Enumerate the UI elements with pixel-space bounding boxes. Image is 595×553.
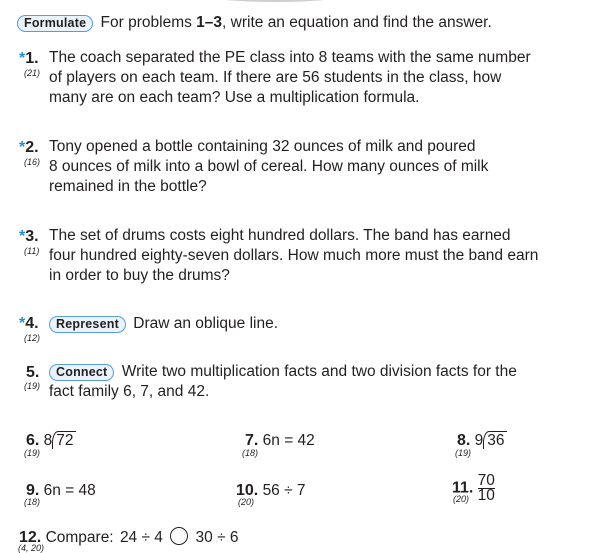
problem-1-text [49, 48, 531, 108]
problem-number: 11. [452, 479, 474, 497]
instruction-post: , write an equation and find the answer. [222, 14, 492, 31]
problem-number: 4. [25, 315, 39, 332]
problem-5-number [26, 364, 39, 382]
problem-1-ref: (21) [24, 68, 41, 78]
text-line: many are on each team? Use a multiplication formula. [49, 89, 420, 106]
instruction-range: 1–3 [196, 14, 223, 31]
right-expression: 30 ÷ 6 [195, 529, 239, 546]
star-marker: * [19, 50, 26, 67]
text-line: remained in the bottle? [49, 178, 207, 195]
problem-2-ref: (16) [24, 157, 41, 167]
problem-number: 12. [19, 529, 42, 546]
represent-tag: Represent [49, 316, 126, 333]
text-line: Write two multiplication facts and two division facts for the [121, 363, 517, 380]
connect-tag: Connect [49, 364, 114, 381]
problem-7-ref: (18) [242, 448, 259, 458]
problem-number: 7. [245, 432, 259, 449]
text-line: The set of drums costs eight hundred dollars. The band has earned [49, 227, 511, 244]
problem-9-ref: (18) [24, 497, 41, 507]
problem-6-ref: (19) [24, 448, 41, 458]
text-line: in order to buy the drums? [49, 267, 230, 284]
text-line: Tony opened a bottle containing 32 ounces of milk and poured [49, 138, 476, 155]
denominator: 10 [477, 487, 495, 504]
problem-number: 8. [457, 432, 471, 449]
problem-2-number [19, 139, 39, 157]
problem-number: 3. [25, 228, 39, 245]
numerator: 70 [477, 472, 495, 489]
problem-12-ref: (4, 20) [18, 543, 45, 553]
problem-5-ref: (19) [24, 381, 41, 391]
left-expression: 24 ÷ 4 [119, 529, 163, 546]
problem-number: 6. [26, 432, 40, 449]
problem-5-text [49, 362, 517, 402]
problem-4-text [49, 314, 278, 334]
divisor: 9 [474, 432, 484, 449]
problem-8-ref: (19) [455, 448, 472, 458]
problem-number: 1. [25, 50, 39, 67]
problem-3-ref: (11) [24, 246, 40, 256]
problem-11-ref: (20) [453, 494, 470, 504]
text-line: fact family 6, 7, and 42. [49, 383, 210, 400]
star-marker: * [19, 315, 26, 332]
text-line: The coach separated the PE class into 8 teams with the same number [49, 49, 531, 66]
problem-1-number [19, 50, 39, 68]
problem-number: 5. [26, 364, 40, 381]
equation: 6n = 42 [262, 432, 315, 449]
text-line: 8 ounces of milk into a bowl of cereal. How many ounces of milk [49, 158, 489, 175]
problem-4-instruction: Draw an oblique line. [133, 315, 279, 332]
problem-3-text [49, 226, 538, 286]
problem-2-text [49, 137, 488, 197]
compare-label: Compare: [45, 529, 114, 546]
dividend: 72 [52, 431, 75, 449]
star-marker: * [19, 139, 26, 156]
problem-number: 9. [26, 482, 40, 499]
problem-4-ref: (12) [24, 333, 41, 343]
text-line: of players on each team. If there are 56 students in the class, how [49, 69, 502, 86]
instruction-pre: For problems [100, 14, 197, 31]
problem-10-ref: (20) [238, 497, 255, 507]
fraction [478, 474, 495, 503]
formulate-tag: Formulate [17, 15, 93, 32]
page-top-curve [200, 0, 350, 2]
divisor: 8 [43, 432, 53, 449]
dividend: 36 [483, 431, 506, 449]
star-marker: * [19, 228, 26, 245]
equation: 6n = 48 [43, 482, 96, 499]
problem-number: 2. [25, 139, 39, 156]
expression: 56 ÷ 7 [262, 482, 306, 499]
problem-12 [19, 527, 239, 548]
problem-4-number [19, 315, 39, 333]
comparison-circle[interactable] [170, 527, 188, 545]
problem-3-number [19, 228, 39, 246]
text-line: four hundred eighty-seven dollars. How much more must the band earn [49, 247, 539, 264]
instructions-header [17, 13, 492, 33]
problem-number: 10. [236, 482, 259, 499]
